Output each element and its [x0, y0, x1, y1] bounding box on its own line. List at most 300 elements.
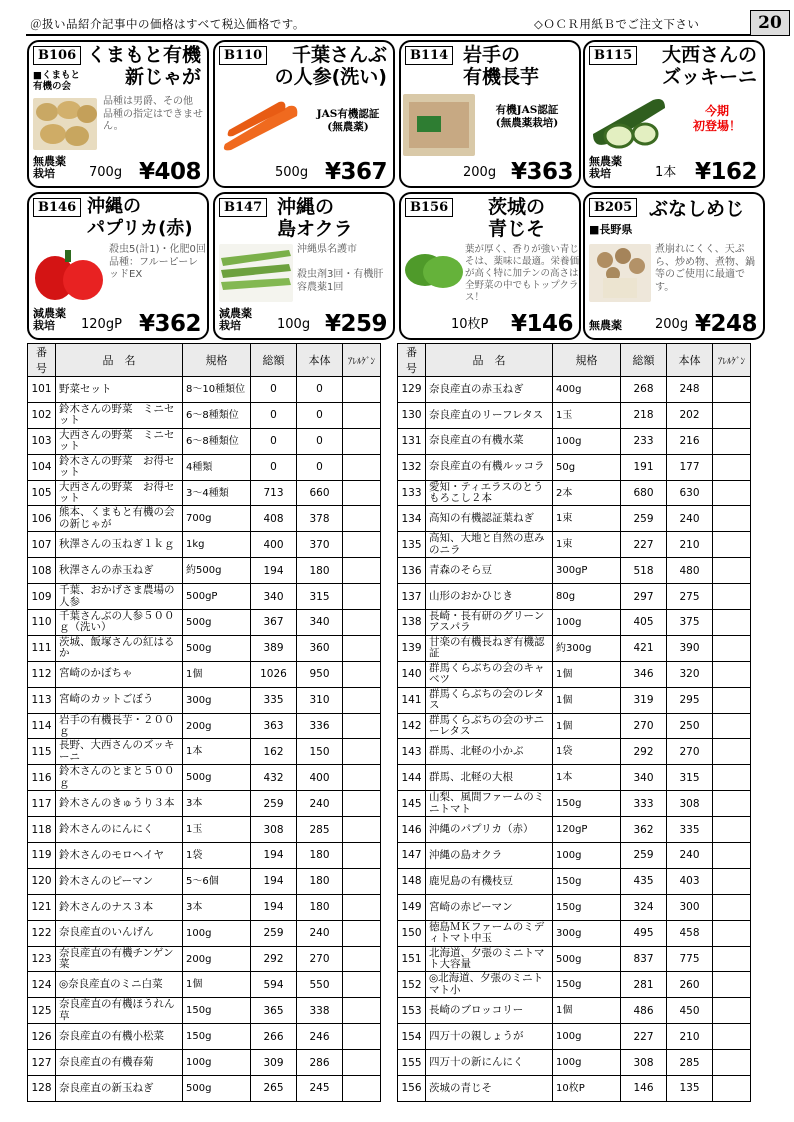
item-name: 野菜セット [56, 377, 183, 403]
item-number: 147 [398, 843, 426, 869]
item-base: 177 [667, 454, 713, 480]
table-row[interactable] [398, 998, 751, 1024]
table-row[interactable] [398, 972, 751, 998]
item-total: 162 [251, 739, 297, 765]
table-row[interactable] [28, 791, 381, 817]
item-base: 150 [297, 739, 343, 765]
table-row[interactable] [28, 558, 381, 584]
product-card-b115[interactable] [583, 40, 765, 188]
table-row[interactable] [398, 817, 751, 843]
item-spec: 200g [183, 946, 251, 972]
item-name: 鈴木さんのにんにく [56, 817, 183, 843]
item-total: 680 [621, 480, 667, 506]
table-row[interactable] [28, 584, 381, 610]
item-total: 518 [621, 558, 667, 584]
item-total: 400 [251, 532, 297, 558]
cultivation-label: 減農薬 栽培 [33, 307, 66, 332]
item-name: 茨城、飯塚さんの紅はるか [56, 635, 183, 661]
product-price: ¥367 [324, 159, 387, 185]
table-row[interactable] [398, 635, 751, 661]
item-spec: 150g [553, 972, 621, 998]
product-card-b156[interactable] [399, 192, 581, 340]
product-description: 殺虫5(計1)・化肥0回 品種：フルーピーレッドEX [109, 244, 206, 280]
item-base: 0 [297, 377, 343, 403]
table-row[interactable] [398, 610, 751, 636]
item-base: 216 [667, 428, 713, 454]
table-row[interactable] [28, 1076, 381, 1102]
item-allergen [343, 843, 381, 869]
item-base: 550 [297, 972, 343, 998]
certification: 有機JAS認証 (無農薬栽培) [495, 104, 559, 129]
item-number: 120 [28, 868, 56, 894]
item-number: 124 [28, 972, 56, 998]
item-base: 275 [667, 584, 713, 610]
item-spec: 150g [553, 791, 621, 817]
item-number: 140 [398, 661, 426, 687]
product-quantity: 1本 [655, 165, 677, 180]
product-card-b114[interactable] [399, 40, 581, 188]
product-quantity: 700g [89, 165, 123, 180]
item-name: 四万十の新にんにく [426, 1050, 553, 1076]
item-total: 421 [621, 635, 667, 661]
item-total: 292 [251, 946, 297, 972]
item-allergen [343, 894, 381, 920]
product-code: B156 [405, 198, 453, 217]
table-row[interactable] [398, 687, 751, 713]
item-total: 340 [251, 584, 297, 610]
item-base: 180 [297, 558, 343, 584]
table-row[interactable] [28, 687, 381, 713]
item-base: 370 [297, 532, 343, 558]
item-number: 135 [398, 532, 426, 558]
item-spec: 500g [183, 1076, 251, 1102]
product-title: 千葉さんぶ の人参(洗い) [274, 44, 387, 88]
item-allergen [343, 1050, 381, 1076]
product-code: B205 [589, 198, 637, 217]
item-total: 146 [621, 1076, 667, 1102]
item-name: 長崎・長有研のグリーンアスパラ [426, 610, 553, 636]
item-spec: 1個 [183, 661, 251, 687]
item-number: 110 [28, 610, 56, 636]
featured-products [27, 40, 765, 340]
item-number: 123 [28, 946, 56, 972]
item-spec: 300g [553, 920, 621, 946]
item-name: 千葉さんぶの人参５００ｇ（洗い） [56, 610, 183, 636]
item-name: 岩手の有機長芋・２００ｇ [56, 713, 183, 739]
table-row[interactable] [398, 584, 751, 610]
table-row[interactable] [398, 739, 751, 765]
table-row[interactable] [28, 480, 381, 506]
item-base: 315 [667, 765, 713, 791]
item-total: 0 [251, 428, 297, 454]
table-row[interactable] [28, 428, 381, 454]
item-name: 長野、大西さんのズッキーニ [56, 739, 183, 765]
item-number: 150 [398, 920, 426, 946]
item-total: 194 [251, 843, 297, 869]
item-spec: 500g [183, 610, 251, 636]
item-base: 378 [297, 506, 343, 532]
item-allergen [713, 920, 751, 946]
col-number: 番号 [398, 344, 426, 377]
col-allergen: ｱﾚﾙｹﾞﾝ [713, 344, 751, 377]
product-description: 煮崩れにくく、天ぷら、炒め物、煮物、鍋等のご使用に最適です。 [655, 244, 755, 293]
product-card-b110[interactable] [213, 40, 395, 188]
product-price: ¥363 [510, 159, 573, 185]
item-name: ◎奈良産直のミニ白菜 [56, 972, 183, 998]
item-name: 大西さんの野菜 ミニセット [56, 428, 183, 454]
item-total: 594 [251, 972, 297, 998]
cultivation-label: 減農薬 栽培 [219, 307, 252, 332]
item-number: 125 [28, 998, 56, 1024]
product-code: B114 [405, 46, 453, 65]
item-name: 徳島ＭＫファームのミディトマト中玉 [426, 920, 553, 946]
item-name: 沖縄のパプリカ（赤） [426, 817, 553, 843]
item-total: 308 [621, 1050, 667, 1076]
table-row[interactable] [28, 713, 381, 739]
item-total: 0 [251, 454, 297, 480]
product-description: 沖縄県名護市 殺虫剤3回・有機肝 容農薬1回 [297, 244, 384, 293]
item-name: 鈴木さんの野菜 ミニセット [56, 402, 183, 428]
item-number: 109 [28, 584, 56, 610]
table-row[interactable] [398, 1076, 751, 1102]
item-total: 319 [621, 687, 667, 713]
item-number: 133 [398, 480, 426, 506]
item-name: 奈良産直の有機水菜 [426, 428, 553, 454]
item-name: 熊本、くまもと有機の会の新じゃが [56, 506, 183, 532]
item-base: 260 [667, 972, 713, 998]
product-price: ¥248 [694, 311, 757, 337]
item-allergen [713, 1050, 751, 1076]
table-row[interactable] [28, 1024, 381, 1050]
item-name: 鈴木さんのきゅうり３本 [56, 791, 183, 817]
item-name: 千葉、おかげさま農場の人参 [56, 584, 183, 610]
table-row[interactable] [28, 454, 381, 480]
table-row[interactable] [398, 480, 751, 506]
item-base: 180 [297, 868, 343, 894]
item-allergen [713, 377, 751, 403]
item-name: 大西さんの野菜 お得セット [56, 480, 183, 506]
table-row[interactable] [28, 661, 381, 687]
item-total: 194 [251, 868, 297, 894]
item-total: 233 [621, 428, 667, 454]
item-name: 青森のそら豆 [426, 558, 553, 584]
item-total: 0 [251, 402, 297, 428]
potato-image [33, 98, 97, 150]
item-base: 285 [667, 1050, 713, 1076]
table-row[interactable] [398, 791, 751, 817]
item-total: 308 [251, 817, 297, 843]
item-number: 107 [28, 532, 56, 558]
item-allergen [343, 920, 381, 946]
item-allergen [343, 791, 381, 817]
table-row[interactable] [398, 920, 751, 946]
item-number: 134 [398, 506, 426, 532]
table-row[interactable] [28, 635, 381, 661]
item-name: 奈良産直の有機春菊 [56, 1050, 183, 1076]
zucchini-image [589, 94, 673, 150]
item-allergen [713, 868, 751, 894]
item-number: 117 [28, 791, 56, 817]
item-name: 群馬、北軽の小かぶ [426, 739, 553, 765]
item-base: 180 [297, 843, 343, 869]
item-name: 鈴木さんのピーマン [56, 868, 183, 894]
item-base: 360 [297, 635, 343, 661]
item-name: 奈良産直の有機小松菜 [56, 1024, 183, 1050]
item-base: 775 [667, 946, 713, 972]
table-row[interactable] [398, 506, 751, 532]
item-name: 奈良産直の有機チンゲン菜 [56, 946, 183, 972]
item-spec: 100g [183, 920, 251, 946]
item-spec: 1本 [183, 739, 251, 765]
item-number: 138 [398, 610, 426, 636]
item-total: 333 [621, 791, 667, 817]
item-number: 145 [398, 791, 426, 817]
page-header [26, 12, 782, 36]
table-row[interactable] [28, 506, 381, 532]
producer-label: ■くまもと 有機の会 [33, 70, 80, 92]
table-row[interactable] [28, 739, 381, 765]
item-total: 435 [621, 868, 667, 894]
item-name: 甘楽の有機長ねぎ有機認証 [426, 635, 553, 661]
item-spec: 80g [553, 584, 621, 610]
item-base: 458 [667, 920, 713, 946]
item-total: 297 [621, 584, 667, 610]
item-name: 茨城の青じそ [426, 1076, 553, 1102]
table-row[interactable] [398, 894, 751, 920]
item-spec: 200g [183, 713, 251, 739]
item-spec: 1個 [183, 972, 251, 998]
item-spec: 2本 [553, 480, 621, 506]
item-spec: 100g [553, 428, 621, 454]
item-base: 300 [667, 894, 713, 920]
item-spec: 500gP [183, 584, 251, 610]
item-allergen [343, 584, 381, 610]
item-spec: 5～6個 [183, 868, 251, 894]
item-total: 259 [251, 920, 297, 946]
item-base: 240 [297, 920, 343, 946]
item-base: 250 [667, 713, 713, 739]
item-total: 1026 [251, 661, 297, 687]
table-row[interactable] [398, 946, 751, 972]
item-spec: 100g [553, 843, 621, 869]
item-allergen [343, 739, 381, 765]
item-spec: 1束 [553, 532, 621, 558]
cultivation-label: 無農薬 [589, 319, 622, 332]
item-allergen [713, 532, 751, 558]
table-row[interactable] [398, 868, 751, 894]
item-number: 104 [28, 454, 56, 480]
certification: JAS有機認証 (無農薬) [316, 108, 380, 133]
item-base: 245 [297, 1076, 343, 1102]
table-row[interactable] [28, 998, 381, 1024]
item-name: 宮崎のかぼちゃ [56, 661, 183, 687]
item-allergen [713, 765, 751, 791]
product-price: ¥146 [510, 311, 573, 337]
table-row[interactable] [398, 558, 751, 584]
col-spec: 規格 [183, 344, 251, 377]
table-row[interactable] [398, 428, 751, 454]
item-number: 116 [28, 765, 56, 791]
item-base: 660 [297, 480, 343, 506]
item-total: 0 [251, 377, 297, 403]
table-row[interactable] [398, 377, 751, 403]
table-row[interactable] [398, 843, 751, 869]
product-title: 大西さんの ズッキーニ [661, 44, 757, 88]
item-number: 126 [28, 1024, 56, 1050]
product-card-b146[interactable] [27, 192, 209, 340]
item-name: 秋澤さんの赤玉ねぎ [56, 558, 183, 584]
item-total: 340 [621, 765, 667, 791]
item-base: 240 [667, 843, 713, 869]
product-quantity: 100g [277, 317, 311, 332]
product-code: B106 [33, 46, 81, 65]
item-allergen [713, 739, 751, 765]
item-name: 山梨、風間ファームのミニトマト [426, 791, 553, 817]
item-number: 119 [28, 843, 56, 869]
table-row[interactable] [28, 920, 381, 946]
table-row[interactable] [398, 454, 751, 480]
item-number: 128 [28, 1076, 56, 1102]
item-base: 285 [297, 817, 343, 843]
table-row[interactable] [28, 817, 381, 843]
item-number: 146 [398, 817, 426, 843]
item-spec: 1個 [553, 661, 621, 687]
table-row[interactable] [398, 713, 751, 739]
item-base: 202 [667, 402, 713, 428]
table-row[interactable] [28, 377, 381, 403]
item-spec: 1袋 [553, 739, 621, 765]
item-spec: 500g [183, 765, 251, 791]
item-total: 432 [251, 765, 297, 791]
item-number: 155 [398, 1050, 426, 1076]
item-spec: 6～8種類位 [183, 402, 251, 428]
item-base: 135 [667, 1076, 713, 1102]
item-base: 630 [667, 480, 713, 506]
col-allergen: ｱﾚﾙｹﾞﾝ [343, 344, 381, 377]
item-base: 210 [667, 532, 713, 558]
table-row[interactable] [28, 868, 381, 894]
product-price: ¥162 [694, 159, 757, 185]
table-row[interactable] [28, 532, 381, 558]
table-row[interactable] [398, 532, 751, 558]
table-row[interactable] [28, 765, 381, 791]
table-row[interactable] [28, 843, 381, 869]
item-allergen [343, 661, 381, 687]
item-spec: 400g [553, 377, 621, 403]
table-row[interactable] [398, 1024, 751, 1050]
item-total: 218 [621, 402, 667, 428]
item-base: 248 [667, 377, 713, 403]
item-allergen [343, 1024, 381, 1050]
product-card-b106[interactable] [27, 40, 209, 188]
item-allergen [343, 558, 381, 584]
item-spec: 10枚P [553, 1076, 621, 1102]
table-row[interactable] [28, 402, 381, 428]
item-name: 群馬くらぶちの会のサニーレタス [426, 713, 553, 739]
product-title: 茨城の 青じそ [487, 196, 545, 240]
item-base: 480 [667, 558, 713, 584]
item-base: 0 [297, 454, 343, 480]
item-base: 240 [297, 791, 343, 817]
item-name: ◎北海道、夕張のミニトマト小 [426, 972, 553, 998]
item-number: 111 [28, 635, 56, 661]
item-name: 宮崎の赤ピーマン [426, 894, 553, 920]
product-card-b147[interactable] [213, 192, 395, 340]
item-base: 286 [297, 1050, 343, 1076]
item-allergen [343, 687, 381, 713]
table-row[interactable] [398, 765, 751, 791]
item-spec: 100g [553, 1024, 621, 1050]
item-spec: 100g [553, 1050, 621, 1076]
item-base: 315 [297, 584, 343, 610]
item-number: 136 [398, 558, 426, 584]
table-row[interactable] [398, 1050, 751, 1076]
item-name: 群馬、北軽の大根 [426, 765, 553, 791]
product-card-b205[interactable] [583, 192, 765, 340]
product-code: B115 [589, 46, 637, 65]
product-title: 岩手の 有機長芋 [463, 44, 540, 88]
item-number: 153 [398, 998, 426, 1024]
item-spec: 3～4種類 [183, 480, 251, 506]
item-number: 102 [28, 402, 56, 428]
product-title: くまもと有機 新じゃが [86, 44, 201, 88]
item-spec: 4種類 [183, 454, 251, 480]
item-base: 270 [297, 946, 343, 972]
item-allergen [713, 428, 751, 454]
item-number: 106 [28, 506, 56, 532]
item-name: 鈴木さんの野菜 お得セット [56, 454, 183, 480]
producer-label: ■長野県 [589, 223, 633, 236]
item-number: 151 [398, 946, 426, 972]
item-allergen [713, 610, 751, 636]
item-number: 137 [398, 584, 426, 610]
item-spec: 約300g [553, 635, 621, 661]
item-spec: 1本 [553, 765, 621, 791]
item-number: 154 [398, 1024, 426, 1050]
item-spec: 1個 [553, 713, 621, 739]
table-row[interactable] [28, 972, 381, 998]
item-allergen [713, 558, 751, 584]
item-total: 227 [621, 532, 667, 558]
item-spec: 500g [183, 635, 251, 661]
item-spec: 8～10種類位 [183, 377, 251, 403]
item-name: 秋澤さんの玉ねぎ１ｋｇ [56, 532, 183, 558]
item-name: 群馬くらぶちの会のキャベツ [426, 661, 553, 687]
table-row[interactable] [28, 610, 381, 636]
item-total: 266 [251, 1024, 297, 1050]
table-row[interactable] [28, 1050, 381, 1076]
table-row[interactable] [28, 894, 381, 920]
table-row[interactable] [398, 402, 751, 428]
item-total: 408 [251, 506, 297, 532]
item-spec: 100g [183, 1050, 251, 1076]
table-row[interactable] [398, 661, 751, 687]
item-total: 362 [621, 817, 667, 843]
table-row[interactable] [28, 946, 381, 972]
cultivation-label: 無農薬 栽培 [33, 155, 66, 180]
col-total: 総額 [621, 344, 667, 377]
item-total: 389 [251, 635, 297, 661]
item-allergen [343, 1076, 381, 1102]
table-header-row [28, 344, 381, 377]
item-name: 奈良産直の赤玉ねぎ [426, 377, 553, 403]
col-name: 品 名 [56, 344, 183, 377]
product-title: 沖縄の 島オクラ [277, 196, 353, 240]
item-base: 450 [667, 998, 713, 1024]
item-spec: 500g [553, 946, 621, 972]
item-spec: 150g [553, 894, 621, 920]
item-spec: 1個 [553, 998, 621, 1024]
